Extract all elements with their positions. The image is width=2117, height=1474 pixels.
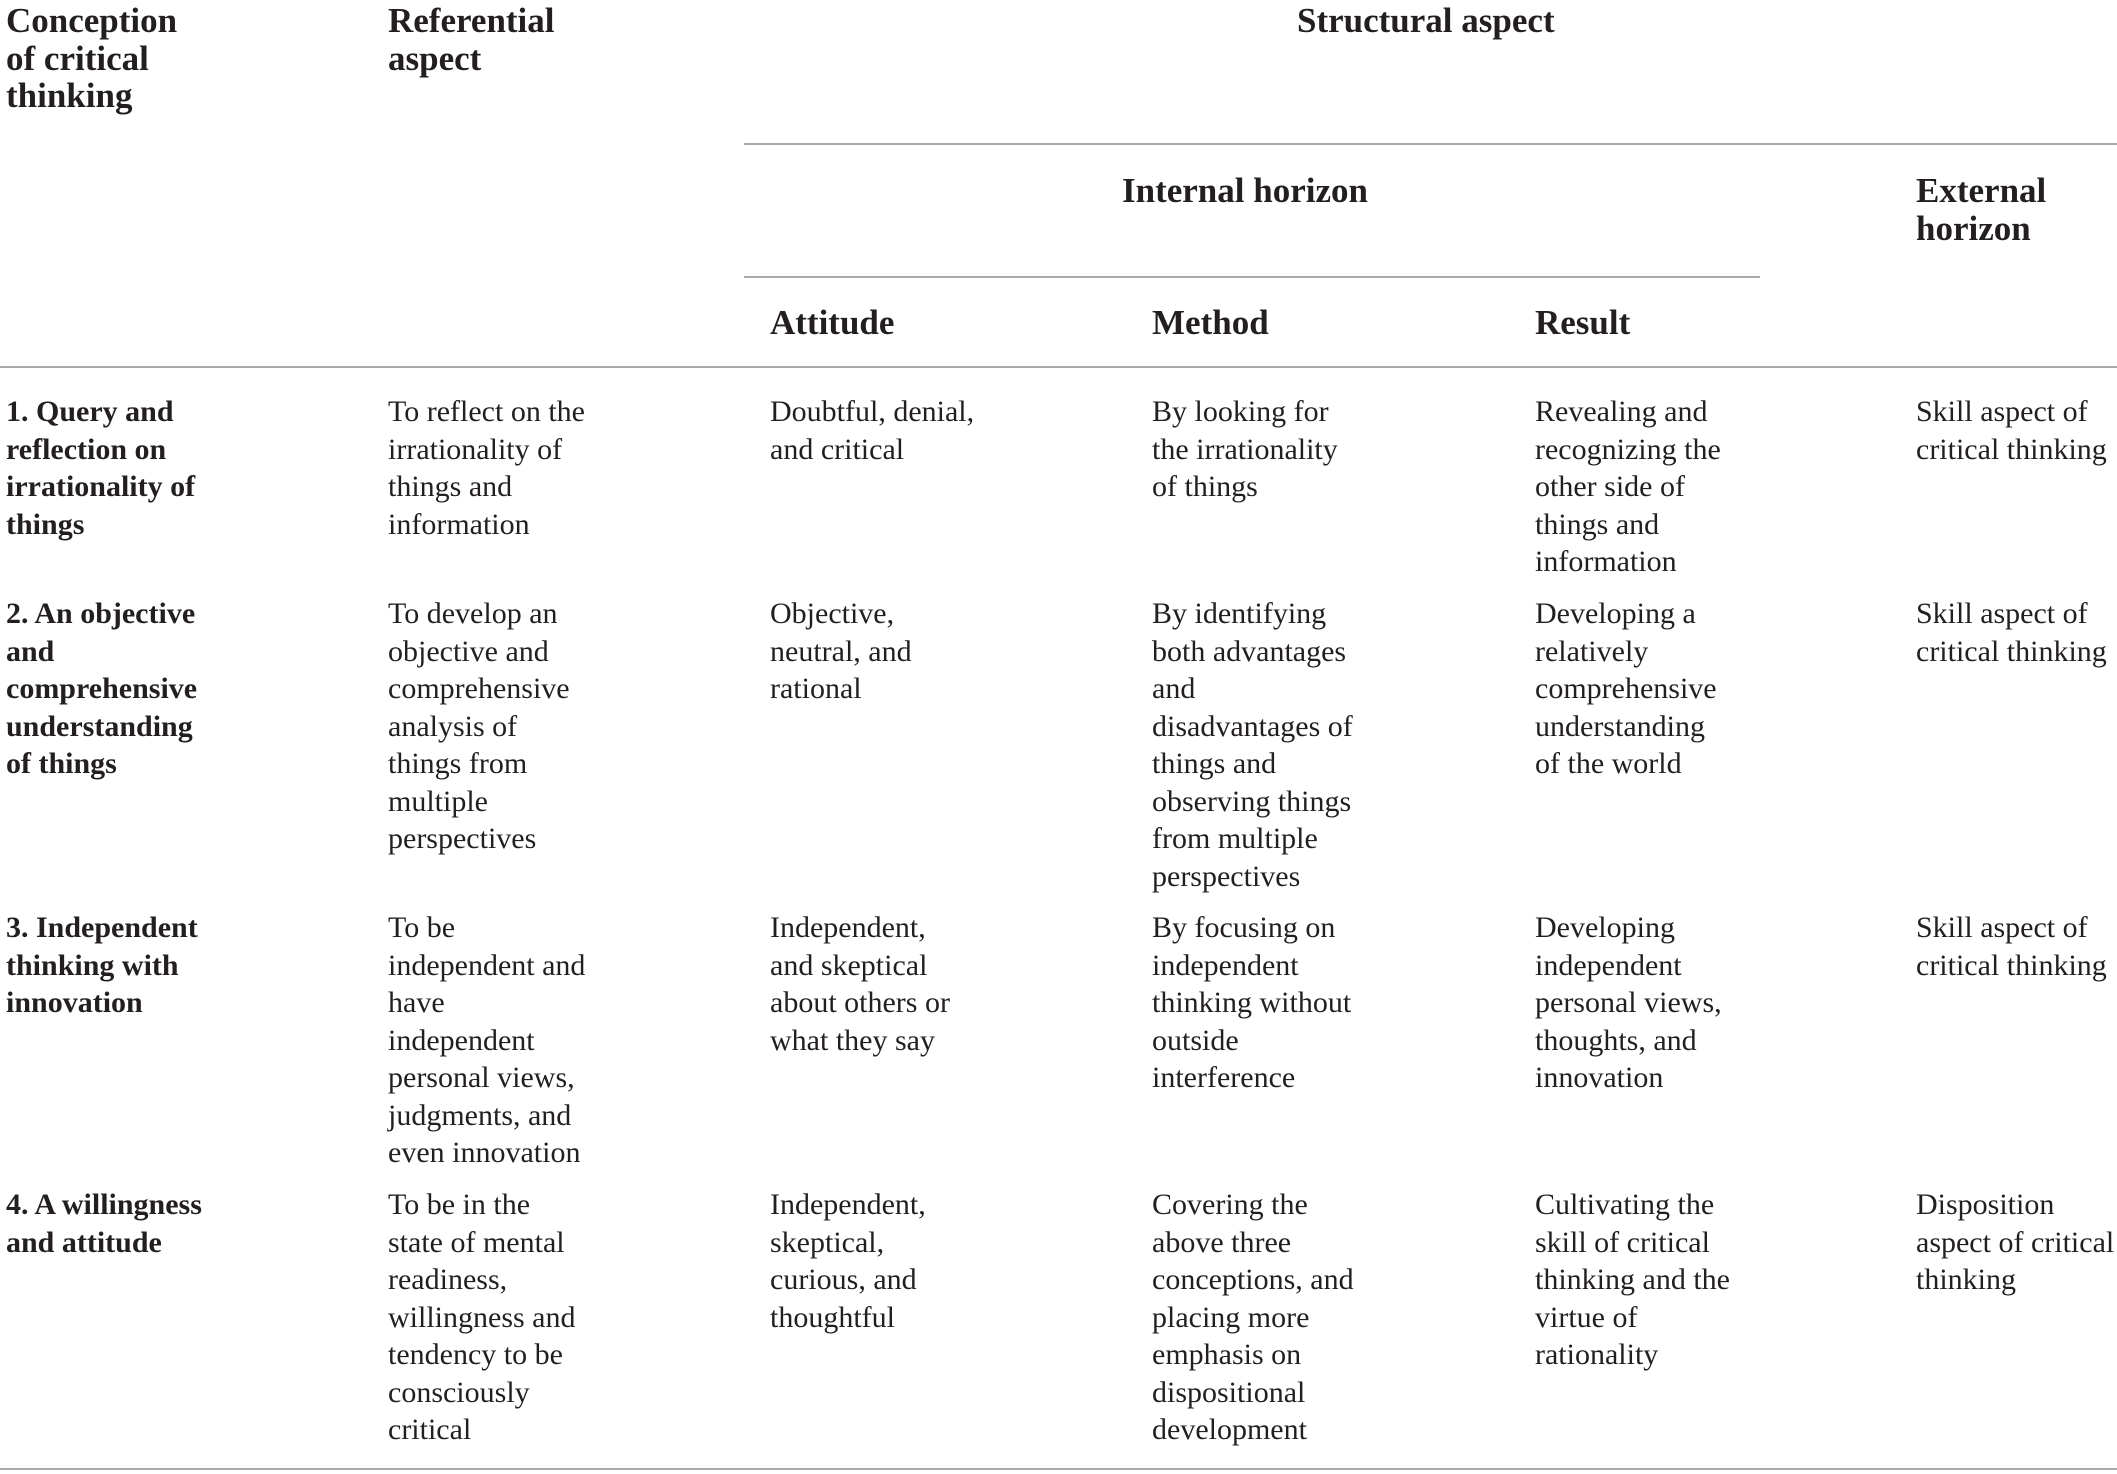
row3-method: By focusing on independent thinking without outside interference	[1152, 911, 1352, 1094]
row3-result: Developing independent personal views, thoughts, and innovation	[1535, 911, 1722, 1094]
rule-structural	[744, 143, 2117, 145]
header-referential: Referential aspect	[388, 1, 555, 78]
row1-referential: To reflect on the irrationality of things and information	[388, 395, 585, 541]
row2-referential: To develop an objective and comprehensive analysis of things from multiple perspectives	[388, 597, 570, 855]
row3-referential: To be independent and have independent personal views, judgments, and even innovation	[388, 911, 586, 1169]
header-internal-horizon: Internal horizon	[1122, 171, 1368, 210]
header-external-horizon: External horizon	[1916, 171, 2047, 248]
row3-conception: 3. Independent thinking with innovation	[6, 911, 198, 1019]
header-method: Method	[1152, 303, 1269, 342]
rule-table-bottom	[0, 1468, 2117, 1470]
row4-method: Covering the above three conceptions, and placing more emphasis on dispositional development	[1152, 1188, 1354, 1446]
header-structural: Structural aspect	[1297, 1, 1555, 40]
row2-conception: 2. An objective and comprehensive understanding of things	[6, 597, 198, 780]
row1-attitude: Doubtful, denial, and critical	[770, 395, 975, 466]
row4-result: Cultivating the skill of critical thinking and the virtue of rationality	[1535, 1188, 1730, 1371]
row4-external: Disposition aspect of critical thinking	[1916, 1188, 2115, 1296]
rule-header-bottom	[0, 366, 2117, 368]
row4-conception: 4. A willingness and attitude	[6, 1188, 202, 1259]
row4-attitude: Independent, skeptical, curious, and thoughtful	[770, 1188, 926, 1334]
rule-internal	[744, 276, 1760, 278]
header-result: Result	[1535, 303, 1631, 342]
row2-method: By identifying both advantages and disadvantages of things and observing things from multiple perspectives	[1152, 597, 1353, 893]
row3-external: Skill aspect of critical thinking	[1916, 911, 2107, 982]
row2-external: Skill aspect of critical thinking	[1916, 597, 2107, 668]
row2-result: Developing a relatively comprehensive understanding of the world	[1535, 597, 1717, 780]
row3-attitude: Independent, and skeptical about others or what they say	[770, 911, 950, 1057]
row1-result: Revealing and recognizing the other side of things and information	[1535, 395, 1721, 578]
header-conception: Conception of critical thinking	[6, 1, 178, 115]
header-attitude: Attitude	[770, 303, 895, 342]
row4-referential: To be in the state of mental readiness, willingness and tendency to be consciously critical	[388, 1188, 576, 1446]
row1-conception: 1. Query and reflection on irrationality of things	[6, 395, 196, 541]
row1-method: By looking for the irrationality of things	[1152, 395, 1338, 503]
row2-attitude: Objective, neutral, and rational	[770, 597, 912, 705]
row1-external: Skill aspect of critical thinking	[1916, 395, 2107, 466]
